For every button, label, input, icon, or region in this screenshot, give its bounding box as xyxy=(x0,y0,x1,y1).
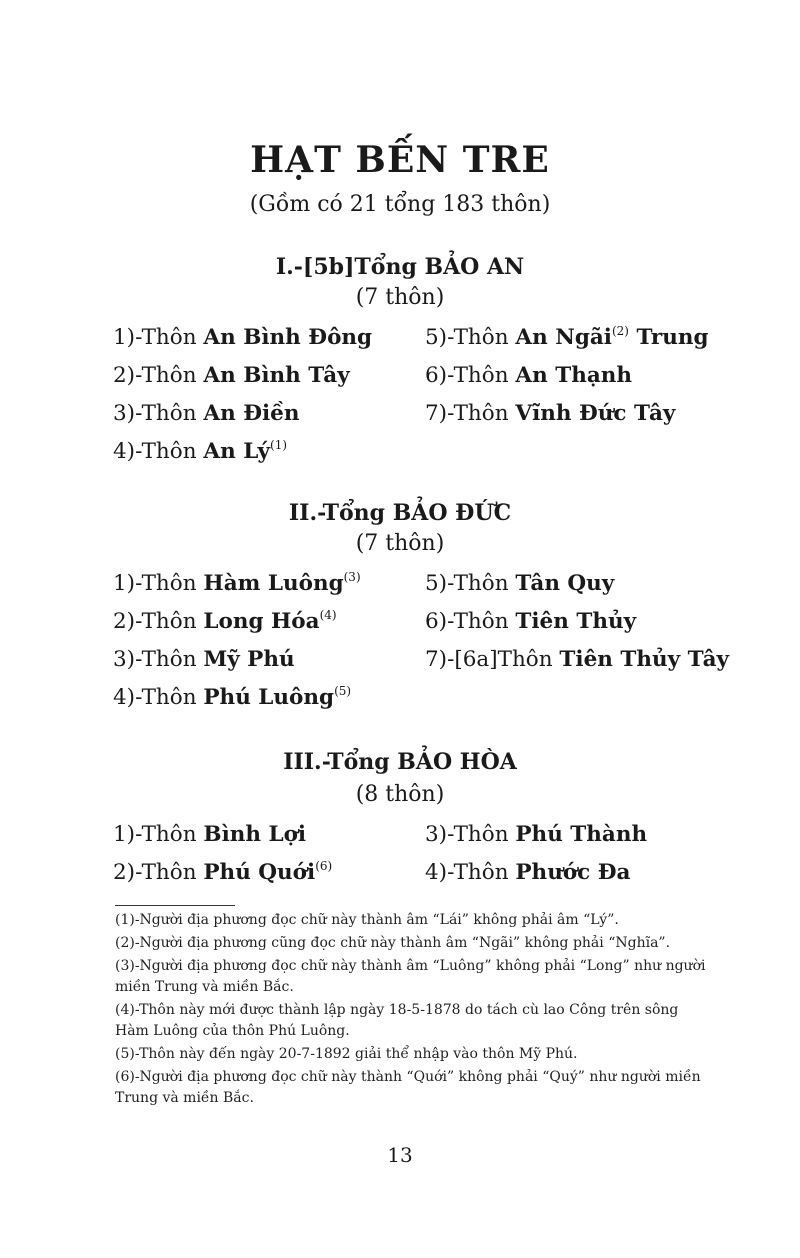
footnote-ref: (3) xyxy=(343,570,361,584)
section-heading: I.-[5b]Tổng BẢO AN xyxy=(275,254,525,280)
section-heading: II.-Tổng BẢO ĐỨC xyxy=(288,500,512,526)
footnote: (4)-Thôn này mới được thành lập ngày 18-5-1878 do tách cù lao Công trên sông Hàm Luông của thôn Phú Luông. xyxy=(115,1002,679,1039)
section-count: (8 thôn) xyxy=(355,782,445,807)
footnote-ref: (6) xyxy=(315,859,333,873)
list-item: 5)-Thôn An Ngãi$^{(2)}$ Trung xyxy=(425,324,709,350)
list-item: 2)-Thôn Long Hóa$^{(4)}$ xyxy=(113,608,337,634)
footnote-ref: (1) xyxy=(270,438,288,452)
list-item: 2)-Thôn An Bình Tây xyxy=(113,363,350,388)
list-item: 3)-Thôn Phú Thành xyxy=(425,822,648,847)
list-item: 5)-Thôn Tân Quy xyxy=(425,571,615,596)
page-number: 13 xyxy=(387,1143,413,1167)
section-heading: III.-Tổng BẢO HÒA xyxy=(283,749,517,775)
footnote-ref: (2) xyxy=(611,324,629,338)
list-item: 1)-Thôn Bình Lợi xyxy=(113,822,307,847)
section-count: (7 thôn) xyxy=(355,531,445,556)
list-item: 4)-Thôn An $Lý^{(1)}$ xyxy=(113,438,288,464)
list-item: 4)-Thôn Phước Đa xyxy=(425,860,631,885)
list-item: 6)-Thôn Tiên Thủy xyxy=(425,609,637,634)
list-item: 1)-Thôn Hàm Luông$^{(3)}$ xyxy=(113,570,361,596)
footnote: (2)-Người địa phương cũng đọc chữ này thành âm “Ngãi” không phải “Nghĩa”. xyxy=(115,935,671,951)
footnote: (6)-Người địa phương đọc chữ này thành “Quới” không phải “Quý” như người miền Trung và miền Bắc. xyxy=(115,1069,701,1106)
footnote: (5)-Thôn này đến ngày 20-7-1892 giải thể nhập vào thôn Mỹ Phú. xyxy=(115,1046,578,1062)
page-subtitle: (Gồm có 21 tổng 183 thôn) xyxy=(249,192,551,217)
footnote: (3)-Người địa phương đọc chữ này thành âm “Luông” không phải “Long” như người miền Trung và miền Bắc. xyxy=(115,958,706,995)
footnote: (1)-Người địa phương đọc chữ này thành âm “Lái” không phải âm “Lý”. xyxy=(115,912,619,928)
list-item: 2)-Thôn Phú Quới$^{(6)}$ xyxy=(113,859,333,885)
footnote-ref: (4) xyxy=(319,608,337,622)
list-item: 7)-[6a]Thôn Tiên Thủy Tây xyxy=(425,647,730,672)
page-title: HẠT BẾN TRE xyxy=(250,139,550,181)
footnote-ref: (5) xyxy=(334,684,352,698)
section-count: (7 thôn) xyxy=(355,285,445,310)
list-item: 3)-Thôn An Điền xyxy=(113,401,300,426)
list-item: 3)-Thôn Mỹ Phú xyxy=(113,647,295,672)
footnote-divider xyxy=(115,905,235,906)
list-item: 4)-Thôn Phú Luông$^{(5)}$ xyxy=(113,684,352,710)
list-item: 1)-Thôn An Bình Đông xyxy=(113,325,373,350)
list-item: 6)-Thôn An Thạnh xyxy=(425,363,633,388)
list-item: 7)-Thôn Vĩnh Đức Tây xyxy=(425,401,676,426)
